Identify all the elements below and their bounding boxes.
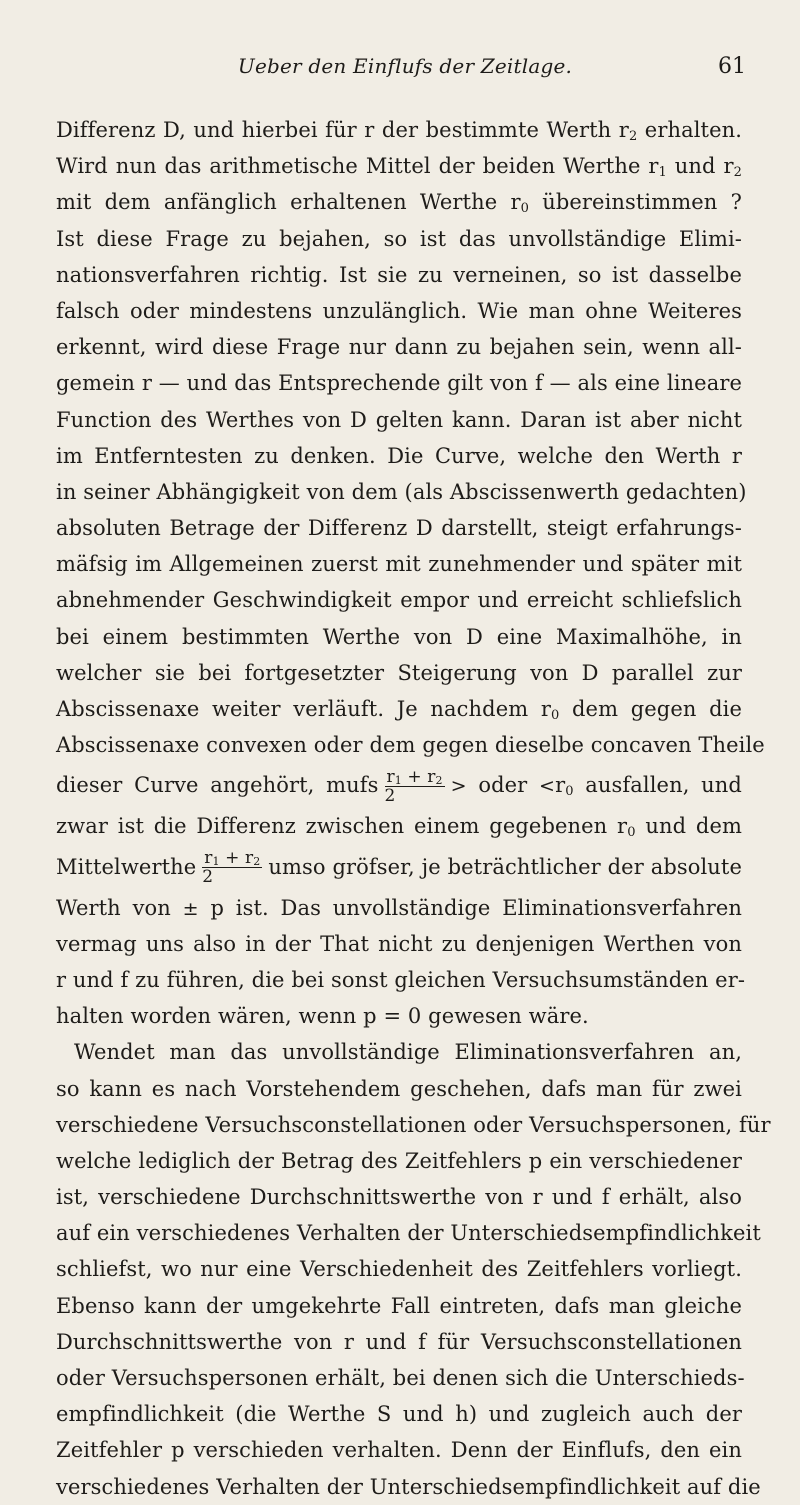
text-line: Wendet man das unvollständige Eliminationsverfahren an, xyxy=(74,1040,742,1065)
text-line-with-fraction: dieser Curve angehört, mufs $\frac{r_1 + r_2}{2}$ > oder $<r_0$ ausfallen, und xyxy=(56,766,742,806)
body-text xyxy=(56,112,771,1505)
text-line-with-fraction: Mittelwerthe $\frac{r_1 + r_2}{2}$ umso gröfser, je beträchtlicher der absolute xyxy=(56,848,742,888)
text-line: bei einem bestimmten Werthe von D eine Maximalhöhe, in xyxy=(56,624,742,649)
text-line: verschiedene Versuchsconstellationen oder Versuchspersonen, für xyxy=(56,1112,771,1137)
text-line: abnehmender Geschwindigkeit empor und erreicht schliefslich xyxy=(56,588,742,613)
text-line: welcher sie bei fortgesetzter Steigerung von D parallel zur xyxy=(56,660,742,685)
text-line: Durchschnittswerthe von r und f für Versuchsconstellationen xyxy=(56,1329,742,1354)
text-line: verschiedenes Verhalten der Unterschiedsempfindlichkeit auf die xyxy=(56,1474,761,1499)
page-number: 61 xyxy=(718,54,746,79)
text-line: mit dem anfänglich erhaltenen Werthe $r_0$ übereinstimmen ? xyxy=(56,190,742,217)
text-line: Abscissenaxe weiter verläuft. Je nachdem $r_0$ dem gegen die xyxy=(56,697,742,723)
text-line: Ist diese Frage zu bejahen, so ist das unvollständige Elimi- xyxy=(56,226,742,251)
text-line: erkennt, wird diese Frage nur dann zu bejahen sein, wenn all- xyxy=(56,335,742,360)
text-line: in seiner Abhängigkeit von dem (als Abscissenwerth gedachten) xyxy=(56,479,747,504)
text-line: mäfsig im Allgemeinen zuerst mit zunehmender und später mit xyxy=(56,552,742,577)
text-line: oder Versuchspersonen erhält, bei denen sich die Unterschieds- xyxy=(56,1366,745,1390)
text-line: r und f zu führen, die bei sonst gleichen Versuchsumständen er- xyxy=(56,967,746,992)
text-line: ist, verschiedene Durchschnittswerthe von r und f erhält, also xyxy=(56,1185,742,1210)
text-line: welche lediglich der Betrag des Zeitfehlers p ein verschiedener xyxy=(56,1148,742,1173)
text-line: gemein r — und das Entsprechende gilt von f — als eine lineare xyxy=(56,371,742,396)
text-line: empfindlichkeit (die Werthe S und h) und zugleich auch der xyxy=(56,1402,742,1427)
fraction: $\frac{r_1 + r_2}{2}$ xyxy=(202,848,261,888)
text-line: Function des Werthes von D gelten kann. Daran ist aber nicht xyxy=(56,407,742,432)
text-line: Werth von ± p ist. Das unvollständige Eliminationsverfahren xyxy=(56,895,742,920)
text-line: im Entferntesten zu denken. Die Curve, welche den Werth r xyxy=(56,443,742,468)
text-line: auf ein verschiedenes Verhalten der Unterschiedsempfindlichkeit xyxy=(56,1221,761,1246)
text-line: Abscissenaxe convexen oder dem gegen dieselbe concaven Theile xyxy=(56,733,765,758)
text-line: Ebenso kann der umgekehrte Fall eintreten, dafs man gleiche xyxy=(56,1293,742,1318)
text-line: absoluten Betrage der Differenz D darstellt, steigt erfahrungs- xyxy=(56,516,742,541)
fraction: $\frac{r_1 + r_2}{2}$ xyxy=(384,766,443,806)
text-line: nationsverfahren richtig. Ist sie zu verneinen, so ist dasselbe xyxy=(56,262,742,287)
text-line: so kann es nach Vorstehendem geschehen, dafs man für zwei xyxy=(56,1076,742,1101)
text-line: falsch oder mindestens unzulänglich. Wie man ohne Weiteres xyxy=(56,298,742,323)
running-title: Ueber den Einflufs der Zeitlage. xyxy=(237,54,573,78)
text-line: Differenz D, und hierbei für r der bestimmte Werth $r_2$ erhalten. xyxy=(56,118,742,144)
text-line: Zeitfehler p verschieden verhalten. Denn der Einflufs, den ein xyxy=(56,1438,742,1463)
text-line: halten worden wären, wenn p = 0 gewesen wäre. xyxy=(56,1004,589,1029)
text-line: schliefst, wo nur eine Verschiedenheit des Zeitfehlers vorliegt. xyxy=(56,1257,742,1282)
text-line: zwar ist die Differenz zwischen einem gegebenen $r_0$ und dem xyxy=(56,814,742,841)
text-line: vermag uns also in der That nicht zu denjenigen Werthen von xyxy=(56,931,742,956)
page-header xyxy=(0,52,800,88)
text-line: Wird nun das arithmetische Mittel der beiden Werthe $r_1$ und $r_2$ xyxy=(56,154,743,181)
